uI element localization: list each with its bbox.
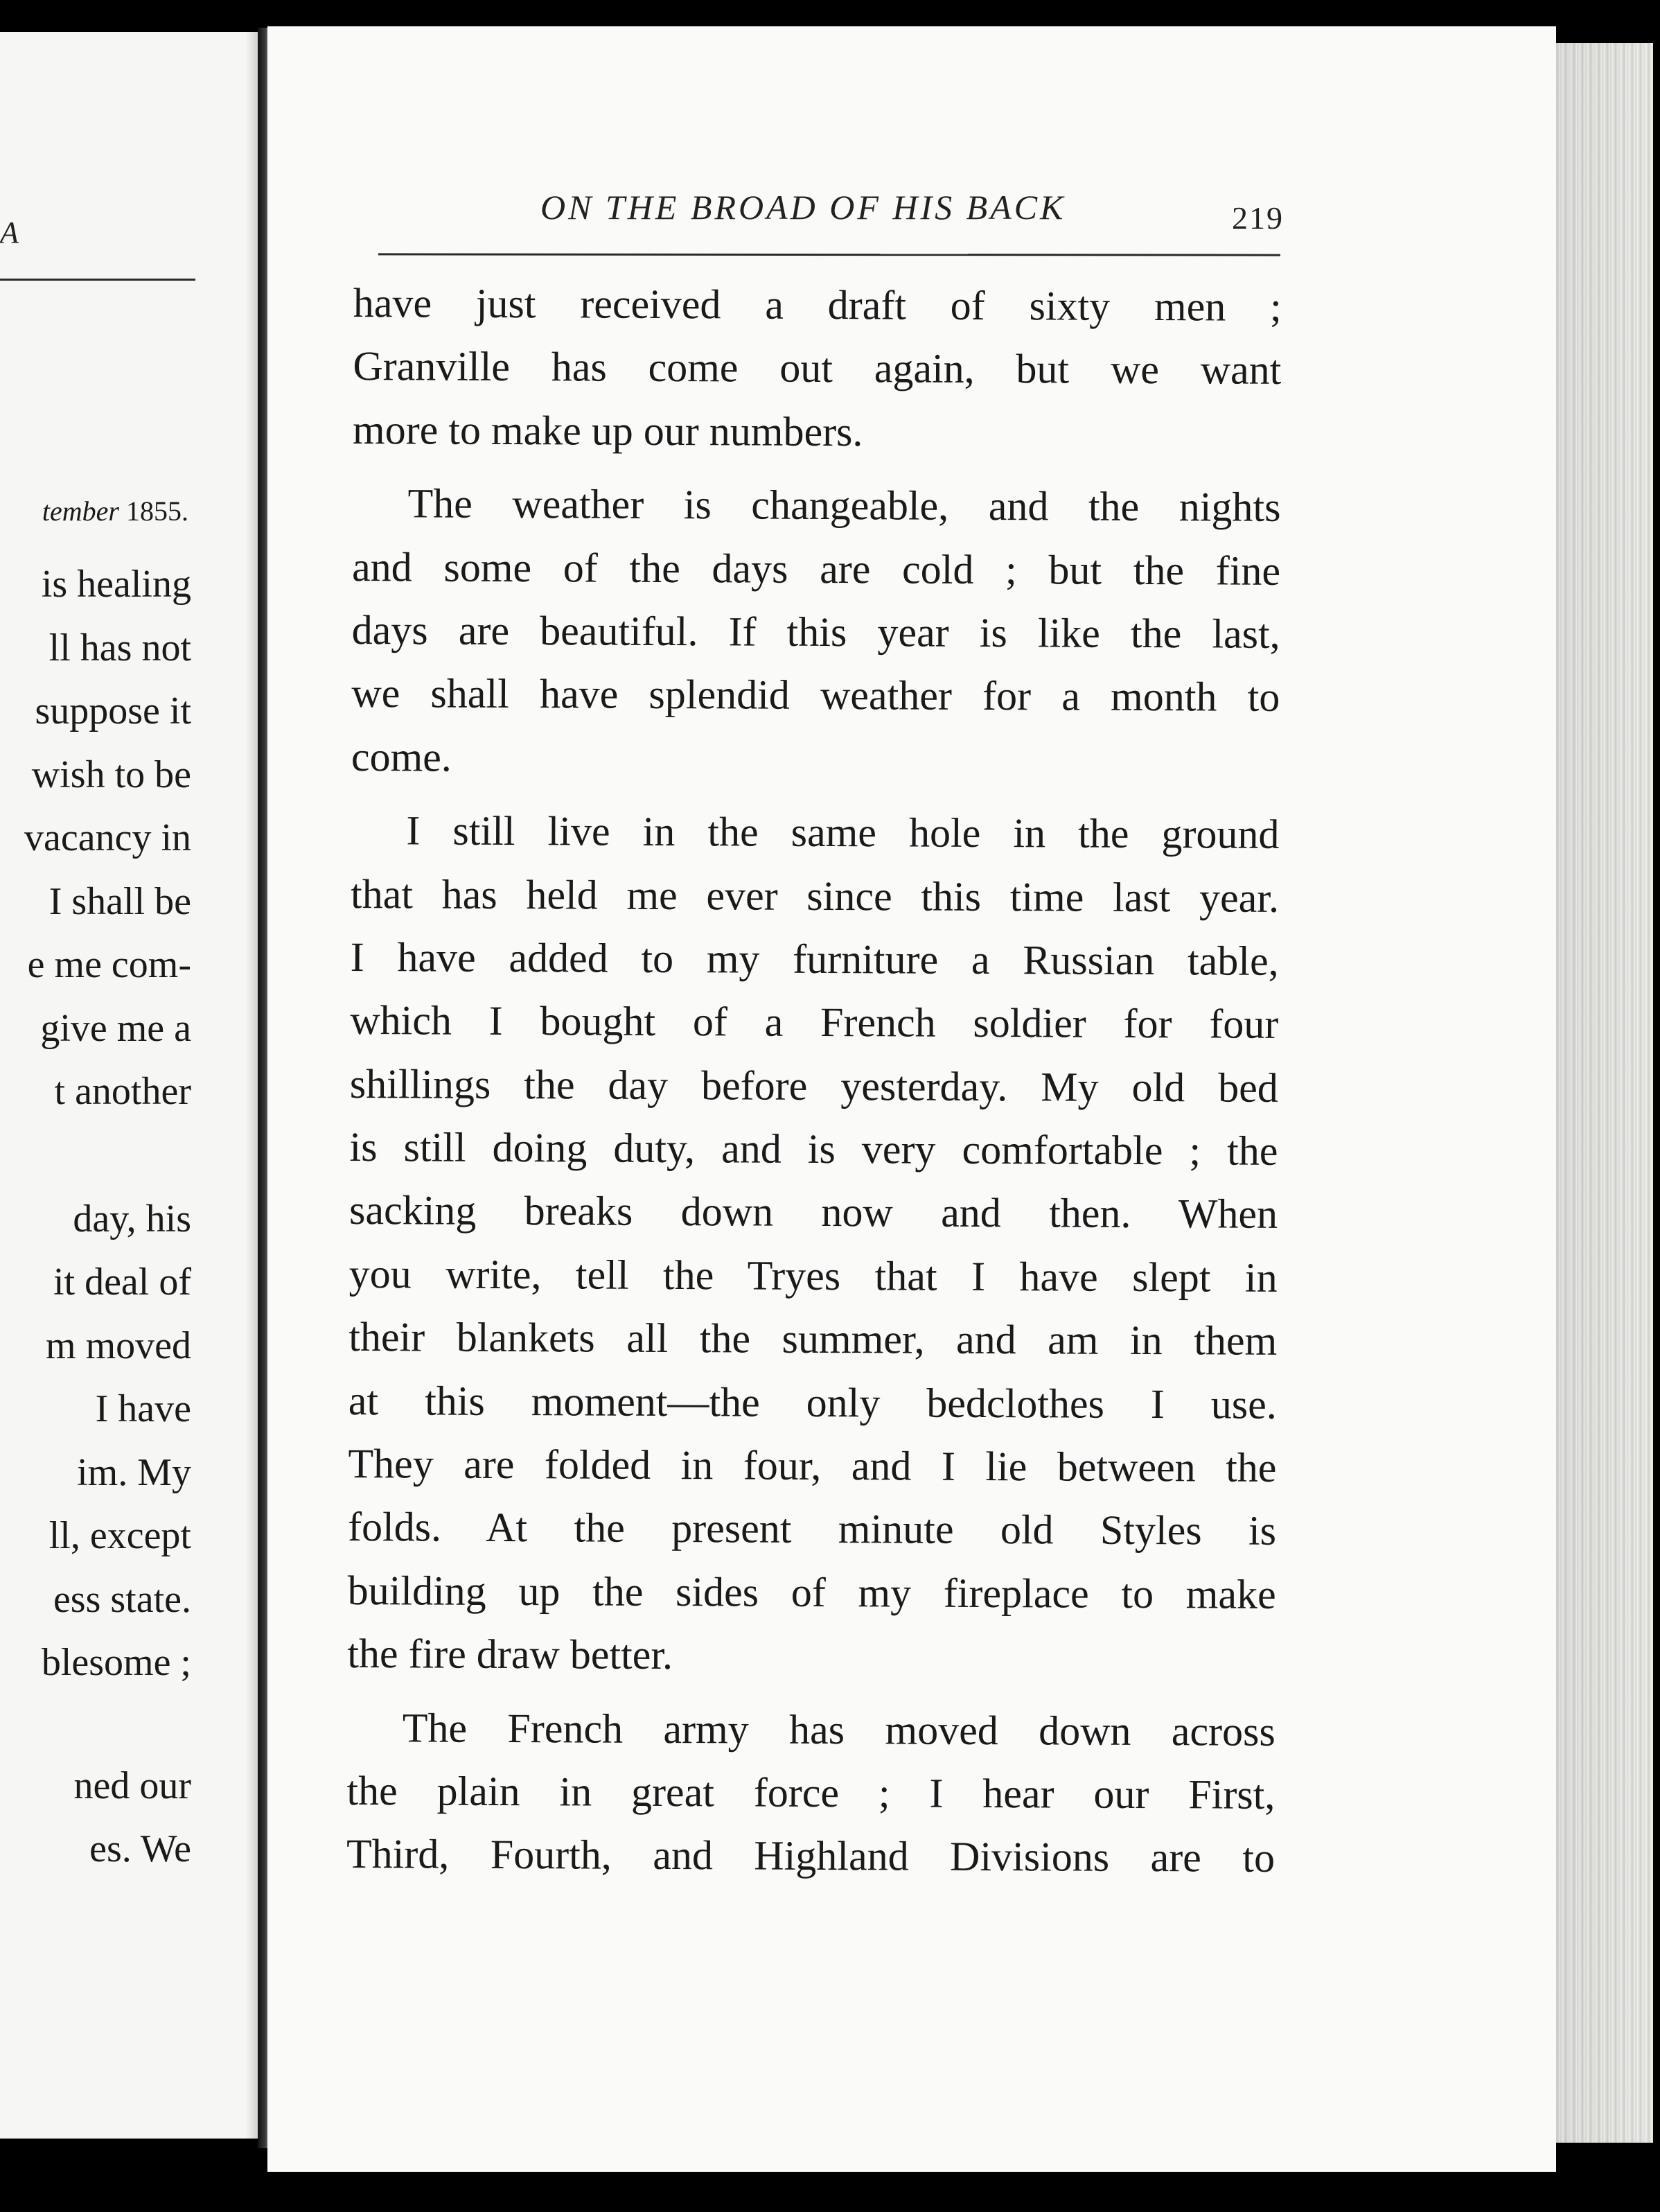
left-line: es. We <box>89 1827 191 1870</box>
left-text-column <box>24 553 191 1881</box>
left-line-blank <box>24 1124 191 1188</box>
text-line: and some of the days are cold ; but the fine <box>351 543 1281 594</box>
left-line: it deal of <box>53 1261 191 1304</box>
left-date-month: tember <box>42 495 119 527</box>
left-line: is healing <box>41 563 191 606</box>
text-line: The French army has moved down across <box>402 1704 1275 1755</box>
left-line: im. My <box>77 1450 191 1494</box>
left-line: m moved <box>46 1324 191 1367</box>
running-head: ON THE BROAD OF HIS BACK <box>540 188 1066 227</box>
text-line: have just received a draft of sixty men ; <box>353 279 1282 330</box>
left-line: ll, except <box>48 1514 191 1557</box>
paragraph <box>351 472 1281 793</box>
left-line: give me a <box>40 1006 191 1050</box>
left-line-blank <box>24 1695 191 1755</box>
paragraph <box>353 272 1282 466</box>
left-line: suppose it <box>35 690 191 732</box>
left-header-rule <box>0 279 195 281</box>
left-line: wish to be <box>31 753 191 796</box>
text-line: I have added to my furniture a Russian table, <box>350 933 1279 984</box>
text-line: Third, Fourth, and Highland Divisions are to <box>346 1831 1275 1881</box>
text-line: you write, tell the Tryes that I have slept in <box>348 1250 1278 1301</box>
text-line: sacking breaks down now and then. When <box>348 1187 1278 1238</box>
left-line: blesome ; <box>41 1641 191 1684</box>
left-line: ll has not <box>48 626 191 669</box>
left-page-gutter-shadow <box>245 32 258 2139</box>
left-line: e me com- <box>27 943 191 986</box>
text-line: building up the sides of my fireplace to make <box>347 1567 1276 1617</box>
text-line: which I bought of a French soldier for four <box>350 997 1279 1048</box>
text-line: we shall have splendid weather for a month to <box>351 670 1280 721</box>
left-line: I have <box>95 1387 191 1430</box>
text-line: Granville has come out again, but we want <box>353 343 1282 394</box>
page-edges-shadow <box>1552 43 1653 2143</box>
text-line: The weather is changeable, and the nights <box>407 480 1281 531</box>
text-line: come. <box>351 733 452 780</box>
text-line: their blankets all the summer, and am in them <box>348 1314 1278 1364</box>
left-line: ess state. <box>53 1577 191 1621</box>
text-line: the plain in great force ; I hear our First, <box>346 1767 1275 1818</box>
text-line: is still doing duty, and is very comfortable ; the <box>349 1124 1278 1174</box>
left-line: vacancy in <box>24 816 191 859</box>
body-text <box>346 272 1282 1890</box>
paragraph <box>347 799 1280 1689</box>
left-page <box>0 32 258 2139</box>
text-line: that has held me ever since this time last year. <box>350 870 1280 921</box>
left-date-year: 1855. <box>126 495 188 527</box>
text-line: days are beautiful. If this year is like the last, <box>351 606 1280 657</box>
left-line: t another <box>54 1070 191 1113</box>
left-line: ned our <box>73 1764 191 1807</box>
page-edges <box>1552 43 1653 2143</box>
text-line: at this moment—the only bedclothes I use. <box>348 1377 1278 1428</box>
left-letter-date <box>42 495 188 527</box>
text-line: shillings the day before yesterday. My old bed <box>349 1060 1279 1111</box>
text-line: I still live in the same hole in the ground <box>406 807 1280 857</box>
text-line: They are folded in four, and I lie between the <box>348 1441 1277 1491</box>
left-running-head-fragment: A <box>0 216 19 249</box>
page-number: 219 <box>1232 200 1284 236</box>
left-line: day, his <box>73 1197 191 1240</box>
text-line: more to make up our numbers. <box>352 406 863 455</box>
text-line: the fire draw better. <box>347 1631 673 1678</box>
text-line: folds. At the present minute old Styles is <box>347 1504 1277 1554</box>
left-line: I shall be <box>48 879 191 923</box>
paragraph <box>346 1696 1275 1890</box>
